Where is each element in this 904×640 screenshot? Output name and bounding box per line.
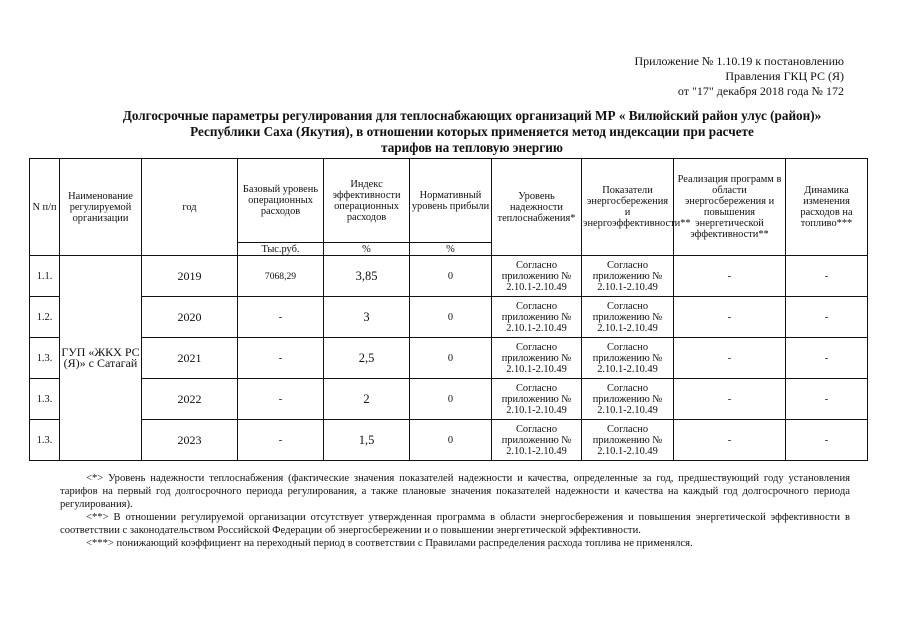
cell-efficiency: Согласно приложению № 2.10.1-2.10.49 [582,420,674,461]
cell-base: 7068,29 [238,256,324,297]
cell-reliability: Согласно приложению № 2.10.1-2.10.49 [492,420,582,461]
cell-programs: - [674,379,786,420]
cell-year: 2021 [142,338,238,379]
header-programs: Реализация программ в области энергосбережения и повышения энергетической эффективности** [674,159,786,256]
cell-programs: - [674,256,786,297]
cell-profit: 0 [410,338,492,379]
cell-num: 1.1. [30,256,60,297]
cell-profit: 0 [410,379,492,420]
header-base: Базовый уровень операционных расходов [238,159,324,243]
header-fuel: Динамика изменения расходов на топливо*** [786,159,868,256]
footnotes [60,472,850,550]
appendix-line-1: Приложение № 1.10.19 к постановлению [634,54,844,68]
header-org: Наименование регулируемой организации [60,159,142,256]
cell-num: 1.3. [30,379,60,420]
header-index: Индекс эффективности операционных расходов [324,159,410,243]
cell-index: 3 [324,297,410,338]
cell-programs: - [674,297,786,338]
cell-base: - [238,338,324,379]
cell-year: 2019 [142,256,238,297]
cell-year: 2023 [142,420,238,461]
table-row [30,297,868,338]
table-row [30,338,868,379]
cell-efficiency: Согласно приложению № 2.10.1-2.10.49 [582,338,674,379]
unit-base: Тыс.руб. [238,243,324,256]
cell-index: 2,5 [324,338,410,379]
title-line-1: Долгосрочные параметры регулирования для теплоснабжающих организаций МР « Вилюйский район улус (район)» [122,108,822,123]
cell-fuel: - [786,297,868,338]
unit-profit: % [410,243,492,256]
cell-programs: - [674,420,786,461]
header-efficiency: Показатели энергосбережения и энергоэффективности** [582,159,674,256]
table-row [30,379,868,420]
cell-fuel: - [786,379,868,420]
header-reliability: Уровень надежности теплоснабжения* [492,159,582,256]
header-num: N п/п [30,159,60,256]
cell-year: 2020 [142,297,238,338]
footnote-3: <***> понижающий коэффициент на переходный период в соответствии с Правилами распределения расхода топлива не применялся. [86,538,693,549]
header-year: год [142,159,238,256]
cell-efficiency: Согласно приложению № 2.10.1-2.10.49 [582,256,674,297]
cell-fuel: - [786,420,868,461]
appendix-line-3: от "17" декабря 2018 года № 172 [677,84,844,98]
parameters-table [29,158,868,461]
cell-num: 1.3. [30,338,60,379]
cell-base: - [238,297,324,338]
footnote-1: <*> Уровень надежности теплоснабжения (фактические значения показателей надежности и качества, определенные за год, предшествующий году установления тарифов на первый год долгосрочного периода регулирования, а также плановые значения показателей надежности и качества на каждый год долгосрочного периода регулирования). [60,473,850,510]
unit-index: % [324,243,410,256]
cell-fuel: - [786,256,868,297]
title-line-3: тарифов на тепловую энергию [381,140,563,155]
cell-reliability: Согласно приложению № 2.10.1-2.10.49 [492,379,582,420]
footnote-2: <**> В отношении регулируемой организации отсутствует утвержденная программа в области энергосбережения и повышения энергетической эффективности в соответствии с законодательством Российской Федерации об энергосбережении и о повышении энергетической эффективности. [60,512,850,536]
cell-index: 3,85 [324,256,410,297]
cell-reliability: Согласно приложению № 2.10.1-2.10.49 [492,297,582,338]
cell-profit: 0 [410,297,492,338]
cell-reliability: Согласно приложению № 2.10.1-2.10.49 [492,338,582,379]
table-row [30,256,868,297]
cell-year: 2022 [142,379,238,420]
cell-index: 1,5 [324,420,410,461]
header-profit: Нормативный уровень прибыли [410,159,492,243]
cell-fuel: - [786,338,868,379]
document-title [40,108,904,156]
cell-num: 1.3. [30,420,60,461]
appendix-header [634,54,844,99]
cell-profit: 0 [410,420,492,461]
appendix-line-2: Правления ГКЦ РС (Я) [725,69,844,83]
title-line-2: Республики Саха (Якутия), в отношении которых применяется метод индексации при расчете [190,124,754,139]
cell-org-name: ГУП «ЖКХ РС (Я)» с Сатагай [60,256,142,461]
cell-efficiency: Согласно приложению № 2.10.1-2.10.49 [582,379,674,420]
cell-base: - [238,379,324,420]
table-row [30,420,868,461]
cell-base: - [238,420,324,461]
cell-reliability: Согласно приложению № 2.10.1-2.10.49 [492,256,582,297]
cell-efficiency: Согласно приложению № 2.10.1-2.10.49 [582,297,674,338]
cell-index: 2 [324,379,410,420]
cell-profit: 0 [410,256,492,297]
cell-num: 1.2. [30,297,60,338]
cell-programs: - [674,338,786,379]
